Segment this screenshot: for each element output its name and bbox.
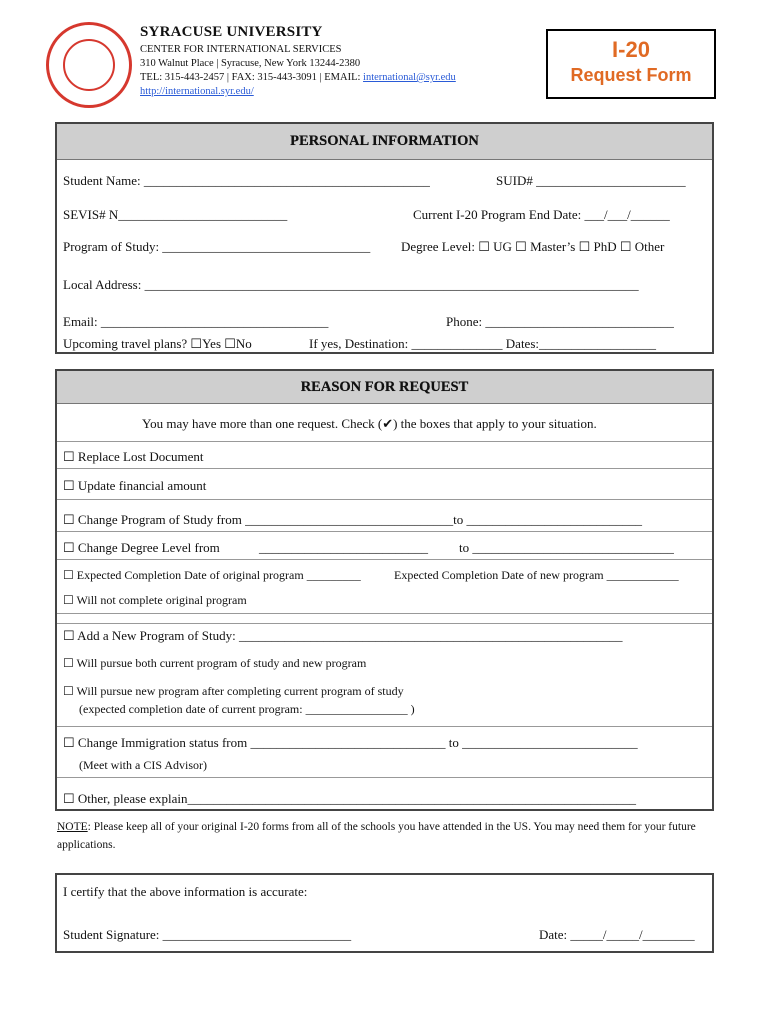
center-name: CENTER FOR INTERNATIONAL SERVICES (140, 44, 342, 55)
change-immigration-checkbox[interactable]: ☐ Change Immigration status from ______________________________ to ___________________________ (63, 735, 638, 750)
student-name-field[interactable]: Student Name: ____________________________________________ (63, 173, 430, 188)
replace-row (57, 442, 712, 469)
expected-completion-original-checkbox[interactable]: ☐ Expected Completion Date of original program _________ (63, 568, 361, 582)
change-degree-checkbox[interactable]: ☐ Change Degree Level from (63, 540, 220, 555)
current-completion-date-field[interactable]: (expected completion date of current program: _________________ ) (79, 702, 415, 716)
add-program-block (57, 623, 712, 726)
reason-for-request-section (55, 369, 714, 811)
center-address: 310 Walnut Place | Syracuse, New York 13244-2380 (140, 58, 361, 69)
other-explain-checkbox[interactable]: ☐ Other, please explain_____________________________________________________________________ (63, 791, 636, 806)
certify-statement: I certify that the above information is accurate: (63, 884, 308, 899)
form-title-box (546, 29, 716, 99)
degree-level-checkboxes[interactable]: Degree Level: ☐ UG ☐ Master’s ☐ PhD ☐ Other (401, 239, 665, 254)
personal-information-section (55, 122, 714, 354)
immigration-block (57, 727, 712, 778)
will-not-complete-checkbox[interactable]: ☐ Will not complete original program (63, 593, 247, 607)
pursue-new-checkbox[interactable]: ☐ Will pursue new program after completing current program of study (63, 684, 404, 698)
email-field[interactable]: Email: ___________________________________ (63, 314, 329, 329)
expected-completion-new-field[interactable]: Expected Completion Date of new program ____________ (394, 568, 679, 582)
completion-block (57, 560, 712, 612)
financial-row (57, 469, 712, 500)
center-contact (140, 72, 456, 83)
change-degree-to-blank[interactable]: to _______________________________ (459, 540, 674, 555)
certification-box (55, 873, 714, 953)
update-financial-checkbox[interactable]: ☐ Update financial amount (63, 478, 207, 493)
seal-inner-ring (63, 39, 115, 91)
instruction-row (57, 403, 712, 442)
local-address-field[interactable]: Local Address: ____________________________________________________________________________ (63, 277, 639, 292)
university-name: SYRACUSE UNIVERSITY (140, 24, 323, 40)
destination-dates-field[interactable]: If yes, Destination: ______________ Dates:__________________ (309, 336, 656, 351)
contact-phone-fax: TEL: 315-443-2457 | FAX: 315-443-3091 | EMAIL: (140, 72, 364, 83)
form-title-text: Request Form (570, 65, 692, 85)
change-program-row (57, 500, 712, 532)
form-title-code: I-20 (612, 37, 650, 62)
change-program-checkbox[interactable]: ☐ Change Program of Study from ________________________________to ___________________________ (63, 512, 642, 527)
change-degree-row (57, 532, 712, 560)
travel-plans-checkboxes[interactable]: Upcoming travel plans? ☐Yes ☐No (63, 336, 252, 351)
note-label: NOTE (57, 821, 88, 833)
pursue-both-checkbox[interactable]: ☐ Will pursue both current program of study and new program (63, 656, 367, 670)
add-new-program-checkbox[interactable]: ☐ Add a New Program of Study: ___________________________________________________________ (63, 628, 623, 643)
website-link[interactable]: http://international.syr.edu/ (140, 86, 254, 97)
sevis-field[interactable]: SEVIS# N__________________________ (63, 207, 288, 222)
note-paragraph (57, 818, 717, 854)
note-text: : Please keep all of your original I-20 forms from all of the schools you have attended in the US. You may need them for your future applications. (57, 821, 696, 851)
change-degree-from-blank[interactable]: __________________________ (259, 540, 428, 555)
personal-information-title: PERSONAL INFORMATION (57, 124, 712, 160)
instruction-text: You may have more than one request. Check (✔) the boxes that apply to your situation. (142, 416, 597, 431)
phone-field[interactable]: Phone: _____________________________ (446, 314, 674, 329)
program-of-study-field[interactable]: Program of Study: ________________________________ (63, 239, 371, 254)
reason-for-request-title: REASON FOR REQUEST (57, 371, 712, 404)
signature-date-field[interactable]: Date: _____/_____/________ (539, 927, 695, 942)
replace-lost-document-checkbox[interactable]: ☐ Replace Lost Document (63, 449, 204, 464)
program-end-date-field[interactable]: Current I-20 Program End Date: ___/___/______ (413, 207, 670, 222)
suid-field[interactable]: SUID# _______________________ (496, 173, 686, 188)
syracuse-university-seal (46, 22, 132, 108)
student-signature-field[interactable]: Student Signature: _____________________________ (63, 927, 352, 942)
email-link[interactable]: international@syr.edu (363, 72, 456, 83)
cis-advisor-note: (Meet with a CIS Advisor) (79, 758, 207, 772)
